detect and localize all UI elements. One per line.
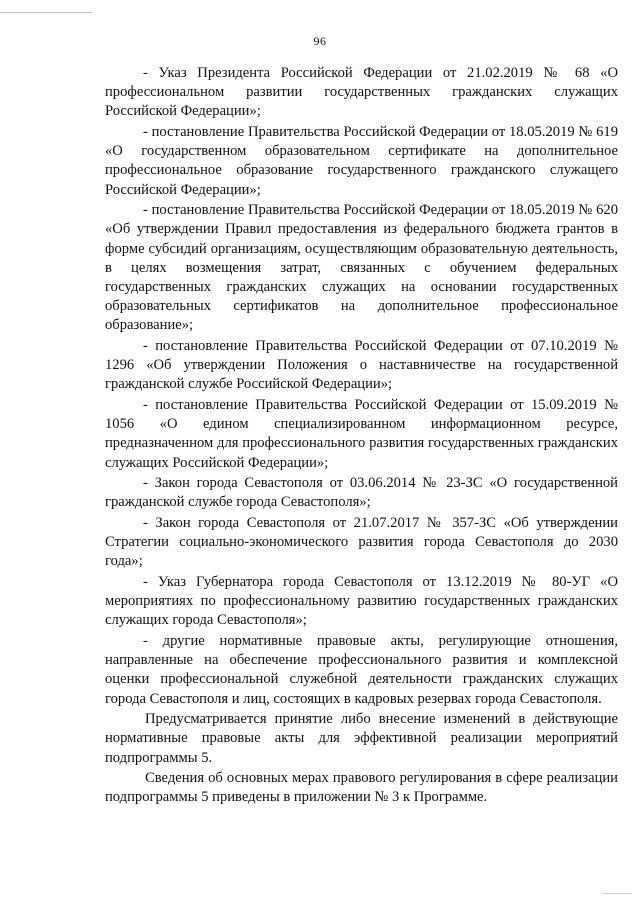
list-item-resolution-620: - постановление Правительства Российской Федерации от 18.05.2019 № 620 «Об утверждении Правил предоставления из федерального бюджета грантов в форме субсидий организациям, осуществляющим образовательную деятельность, в целях возмещения затрат, связанных с обучением федеральных государственных гражданских служащих на основании государственных образовательных сертификатов на дополнительное профессиональное образование»; [105,202,618,334]
page-number: 96 [313,34,327,48]
list-item-other-acts: - другие нормативные правовые акты, регулирующие отношения, направленные на обеспечение профессионального развития и комплексной оценки профессиональной служебной деятельности гражданских служащих города Севастополя и лиц, состоящих в кадровых резервах города Севастополя. [105,633,618,707]
list-item-presidential-decree: - Указ Президента Российской Федерации от 21.02.2019 № 68 «О профессиональном развитии государственных гражданских служащих Российской Федерации»; [105,65,618,120]
paragraph-appendix-reference: Сведения об основных мерах правового регулирования в сфере реализации подпрограммы 5 приведены в приложении № 3 к Программе. [105,770,618,806]
list-item-governor-decree: - Указ Губернатора города Севастополя от 13.12.2019 № 80-УГ «О мероприятиях по профессиональному развитию государственных гражданских служащих города Севастополя»; [105,574,618,629]
list-item-resolution-1056: - постановление Правительства Российской Федерации от 15.09.2019 № 1056 «О едином специализированном информационном ресурсе, предназначенном для профессионального развития государственных гражданских служащих Российской Федерации»; [105,397,618,471]
paragraph-amendments: Предусматривается принятие либо внесение изменений в действующие нормативные правовые акты для эффективной реализации мероприятий подпрограммы 5. [105,711,618,766]
list-item-resolution-619: - постановление Правительства Российской Федерации от 18.05.2019 № 619 «О государственном образовательном сертификате на дополнительное профессиональное образование государственного гражданского служащего Российской Федерации»; [105,124,618,198]
list-item-resolution-1296: - постановление Правительства Российской Федерации от 07.10.2019 № 1296 «Об утверждении Положения о наставничестве на государственной гражданской службе Российской Федерации»; [105,338,618,393]
scan-edge-mark [0,12,92,13]
list-item-law-357-zs: - Закон города Севастополя от 21.07.2017 № 357-ЗС «Об утверждении Стратегии социально-экономического развития города Севастополя до 2030 года»; [105,515,618,570]
document-body [105,64,618,809]
list-item-law-23-zs: - Закон города Севастополя от 03.06.2014 № 23-ЗС «О государственной гражданской службе города Севастополя»; [105,475,618,511]
scan-edge-mark [602,893,632,894]
